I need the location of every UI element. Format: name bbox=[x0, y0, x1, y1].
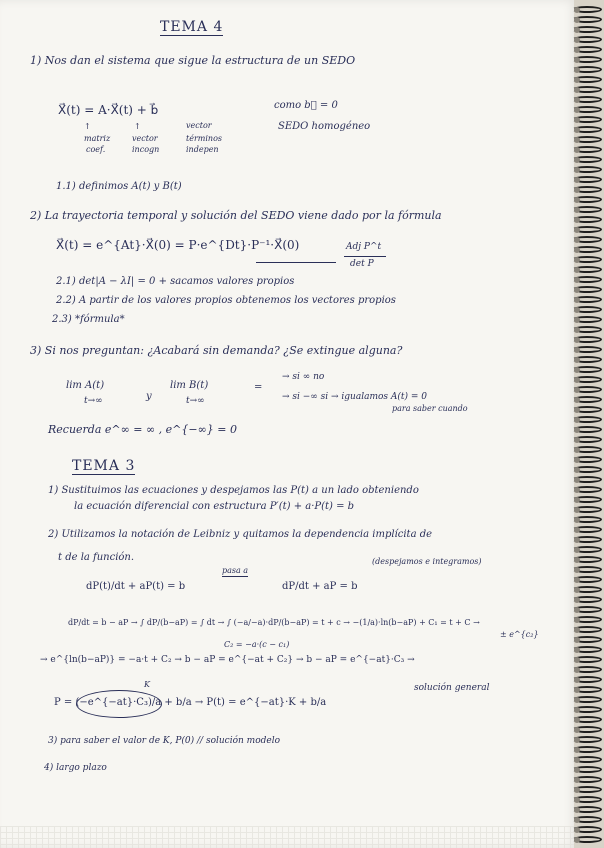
tema4-label-terminos: términos bbox=[186, 134, 222, 143]
binding-hole bbox=[574, 27, 580, 33]
binding-hole bbox=[574, 17, 580, 23]
binding-hole bbox=[574, 817, 580, 823]
binding-hole bbox=[574, 537, 580, 543]
binding-hole bbox=[574, 197, 580, 203]
tema4-point2: 2) La trayectoria temporal y solución del SEDO viene dado por la fórmula bbox=[30, 209, 442, 222]
binding-hole bbox=[574, 257, 580, 263]
binding-hole bbox=[574, 97, 580, 103]
tema3-eq-final: P = (−e^{−at}·C₃)/a + b/a → P(t) = e^{−at}·K + b/a bbox=[54, 697, 327, 708]
binding-hole bbox=[574, 557, 580, 563]
binding-hole bbox=[574, 637, 580, 643]
binding-hole bbox=[574, 7, 580, 13]
binding-hole bbox=[574, 67, 580, 73]
tema4-point3: 3) Si nos preguntan: ¿Acabará sin demanda? ¿Se extingue alguna? bbox=[30, 344, 403, 357]
tema4-point2-2: 2.2) A partir de los valores propios obtenemos los vectores propios bbox=[56, 295, 396, 306]
binding-hole bbox=[574, 237, 580, 243]
binding-hole bbox=[574, 627, 580, 633]
binding-hole bbox=[574, 527, 580, 533]
binding-hole bbox=[574, 187, 580, 193]
tema4-label-indepen: indepen bbox=[186, 145, 219, 154]
binding-hole bbox=[574, 347, 580, 353]
binding-hole bbox=[574, 297, 580, 303]
tema4-lim-b-sub: t→∞ bbox=[186, 396, 205, 406]
tema4-label-coef: coef. bbox=[86, 145, 106, 154]
binding-hole bbox=[574, 307, 580, 313]
tema4-recuerda: Recuerda e^∞ = ∞ , e^{−∞} = 0 bbox=[48, 423, 237, 436]
tema4-title: TEMA 4 bbox=[160, 19, 224, 35]
binding-hole bbox=[574, 377, 580, 383]
arrow-up-icon: ↑ bbox=[84, 122, 91, 131]
binding-hole bbox=[574, 607, 580, 613]
binding-hole bbox=[574, 777, 580, 783]
tema3-point4: 4) largo plazo bbox=[44, 763, 107, 773]
tema4-lim-row3: para saber cuando bbox=[392, 404, 468, 413]
binding-hole bbox=[574, 767, 580, 773]
binding-hole bbox=[574, 397, 580, 403]
tema4-point1-1: 1.1) definimos A(t) y B(t) bbox=[56, 181, 182, 192]
tema4-point2-1: 2.1) det|A − λI| = 0 + sacamos valores propios bbox=[56, 276, 295, 287]
binding-hole bbox=[574, 77, 580, 83]
tema4-lim-row2: → si −∞ si → igualamos A(t) = 0 bbox=[282, 392, 428, 402]
binding-hole bbox=[574, 57, 580, 63]
tema3-k-label: K bbox=[144, 680, 150, 689]
binding-hole bbox=[574, 357, 580, 363]
tema3-point3: 3) para saber el valor de K, P(0) // solución modelo bbox=[48, 736, 280, 746]
binding-hole bbox=[574, 837, 580, 843]
tema3-eq-integration: dP/dt = b − aP → ∫ dP/(b−aP) = ∫ dt → ∫ (−a/−a)·dP/(b−aP) = t + c → −(1/a)·ln(b−aP) + C₁ = t + C → bbox=[68, 618, 480, 627]
binding-hole bbox=[574, 587, 580, 593]
binding-hole bbox=[574, 287, 580, 293]
binding-hole bbox=[574, 447, 580, 453]
binding-hole bbox=[574, 277, 580, 283]
binding-hole bbox=[574, 497, 580, 503]
binding-hole bbox=[574, 597, 580, 603]
tema3-despejamos: (despejamos e integramos) bbox=[372, 557, 482, 566]
fraction-bar bbox=[344, 256, 386, 257]
tema3-eq-exponential: → e^{ln(b−aP)} = −a·t + C₂ → b − aP = e^{−at + C₂} → b − aP = e^{−at}·C₃ → bbox=[40, 655, 415, 665]
binding-hole bbox=[574, 147, 580, 153]
tema3-title: TEMA 3 bbox=[72, 458, 136, 474]
binding-hole bbox=[574, 797, 580, 803]
tema4-como-b-cero: como b⃗ = 0 bbox=[274, 100, 338, 111]
binding-hole bbox=[574, 367, 580, 373]
binding-hole bbox=[574, 127, 580, 133]
tema4-label-incogn: incogn bbox=[132, 145, 160, 154]
tema4-point1: 1) Nos dan el sistema que sigue la estructura de un SEDO bbox=[30, 54, 356, 67]
binding-hole bbox=[574, 457, 580, 463]
tema3-pasa-a: pasa a bbox=[222, 566, 249, 575]
binding-hole bbox=[574, 427, 580, 433]
tema4-equation-sedo: X⃗(t) = A·X⃗(t) + b⃗ bbox=[58, 103, 159, 117]
binding-hole bbox=[574, 787, 580, 793]
tema4-lim-y: y bbox=[146, 391, 152, 402]
tema4-label-vector-incogn: vector bbox=[132, 134, 158, 143]
tema3-solucion-general: solución general bbox=[414, 683, 490, 693]
spiral-binding bbox=[574, 0, 604, 848]
binding-hole bbox=[574, 577, 580, 583]
binding-hole bbox=[574, 107, 580, 113]
binding-hole bbox=[574, 247, 580, 253]
arrow-up-icon: ↑ bbox=[134, 122, 141, 131]
grid-paper-strip bbox=[0, 826, 578, 848]
tema4-label-vector: vector bbox=[186, 121, 212, 130]
binding-hole bbox=[574, 217, 580, 223]
tema4-sedo-homogeneo: SEDO homogéneo bbox=[278, 121, 371, 132]
binding-hole bbox=[574, 747, 580, 753]
tema4-lim-a-sub: t→∞ bbox=[84, 396, 103, 406]
binding-hole bbox=[574, 417, 580, 423]
tema4-point2-3: 2.3) *fórmula* bbox=[52, 314, 125, 325]
tema3-point1-line1: 1) Sustituimos las ecuaciones y despejamos las P(t) a un lado obteniendo bbox=[48, 485, 419, 496]
binding-hole bbox=[574, 757, 580, 763]
binding-hole bbox=[574, 807, 580, 813]
tema4-lim-b: lim B(t) bbox=[170, 380, 209, 391]
binding-hole bbox=[574, 707, 580, 713]
tema3-point1-line2: la ecuación diferencial con estructura P′(t) + a·P(t) = b bbox=[74, 501, 355, 512]
binding-hole bbox=[574, 387, 580, 393]
binding-hole bbox=[574, 207, 580, 213]
binding-hole bbox=[574, 717, 580, 723]
binding-hole bbox=[574, 697, 580, 703]
tema4-lim-row1: → si ∞ no bbox=[282, 372, 325, 382]
binding-hole bbox=[574, 827, 580, 833]
tema4-det-p: det P bbox=[350, 259, 374, 269]
binding-hole bbox=[574, 117, 580, 123]
binding-hole bbox=[574, 617, 580, 623]
binding-hole bbox=[574, 517, 580, 523]
tema3-eq-ec2: ± e^{c₂} bbox=[500, 630, 539, 639]
binding-hole bbox=[574, 437, 580, 443]
binding-hole bbox=[574, 547, 580, 553]
tema4-label-matriz: matriz bbox=[84, 134, 111, 143]
binding-hole bbox=[574, 687, 580, 693]
binding-hole bbox=[574, 177, 580, 183]
binding-hole bbox=[574, 667, 580, 673]
binding-hole bbox=[574, 267, 580, 273]
binding-hole bbox=[574, 477, 580, 483]
binding-hole bbox=[574, 137, 580, 143]
tema4-adj-pt: Adj P^t bbox=[346, 242, 382, 252]
tema4-lim-equals: = bbox=[254, 382, 263, 393]
tema3-eq-c2: C₂ = −a·(c − c₁) bbox=[224, 640, 290, 649]
binding-hole bbox=[574, 467, 580, 473]
binding-hole bbox=[574, 507, 580, 513]
tema3-eq-simplified: dP/dt + aP = b bbox=[282, 581, 358, 592]
binding-hole bbox=[574, 737, 580, 743]
binding-hole bbox=[574, 657, 580, 663]
binding-hole bbox=[574, 337, 580, 343]
binding-hole bbox=[574, 677, 580, 683]
binding-hole bbox=[574, 47, 580, 53]
binding-hole bbox=[574, 727, 580, 733]
tema3-point2-line1: 2) Utilizamos la notación de Leibniz y quitamos la dependencia implícita de bbox=[48, 529, 433, 540]
binding-hole bbox=[574, 157, 580, 163]
tema4-lim-a: lim A(t) bbox=[66, 380, 105, 391]
tema3-eq-leibniz: dP(t)/dt + aP(t) = b bbox=[86, 581, 186, 592]
binding-hole bbox=[574, 317, 580, 323]
underline-arrow bbox=[256, 262, 336, 263]
tema3-point2-line2: t de la función. bbox=[58, 552, 135, 563]
binding-hole bbox=[574, 407, 580, 413]
binding-hole bbox=[574, 227, 580, 233]
binding-hole bbox=[574, 37, 580, 43]
binding-hole bbox=[574, 167, 580, 173]
binding-hole bbox=[574, 647, 580, 653]
binding-hole bbox=[574, 567, 580, 573]
tema4-equation-trajectory: X⃗(t) = e^{At}·X⃗(0) = P·e^{Dt}·P⁻¹·X⃗(0) bbox=[56, 238, 300, 252]
binding-hole bbox=[574, 87, 580, 93]
binding-hole bbox=[574, 487, 580, 493]
binding-hole bbox=[574, 327, 580, 333]
